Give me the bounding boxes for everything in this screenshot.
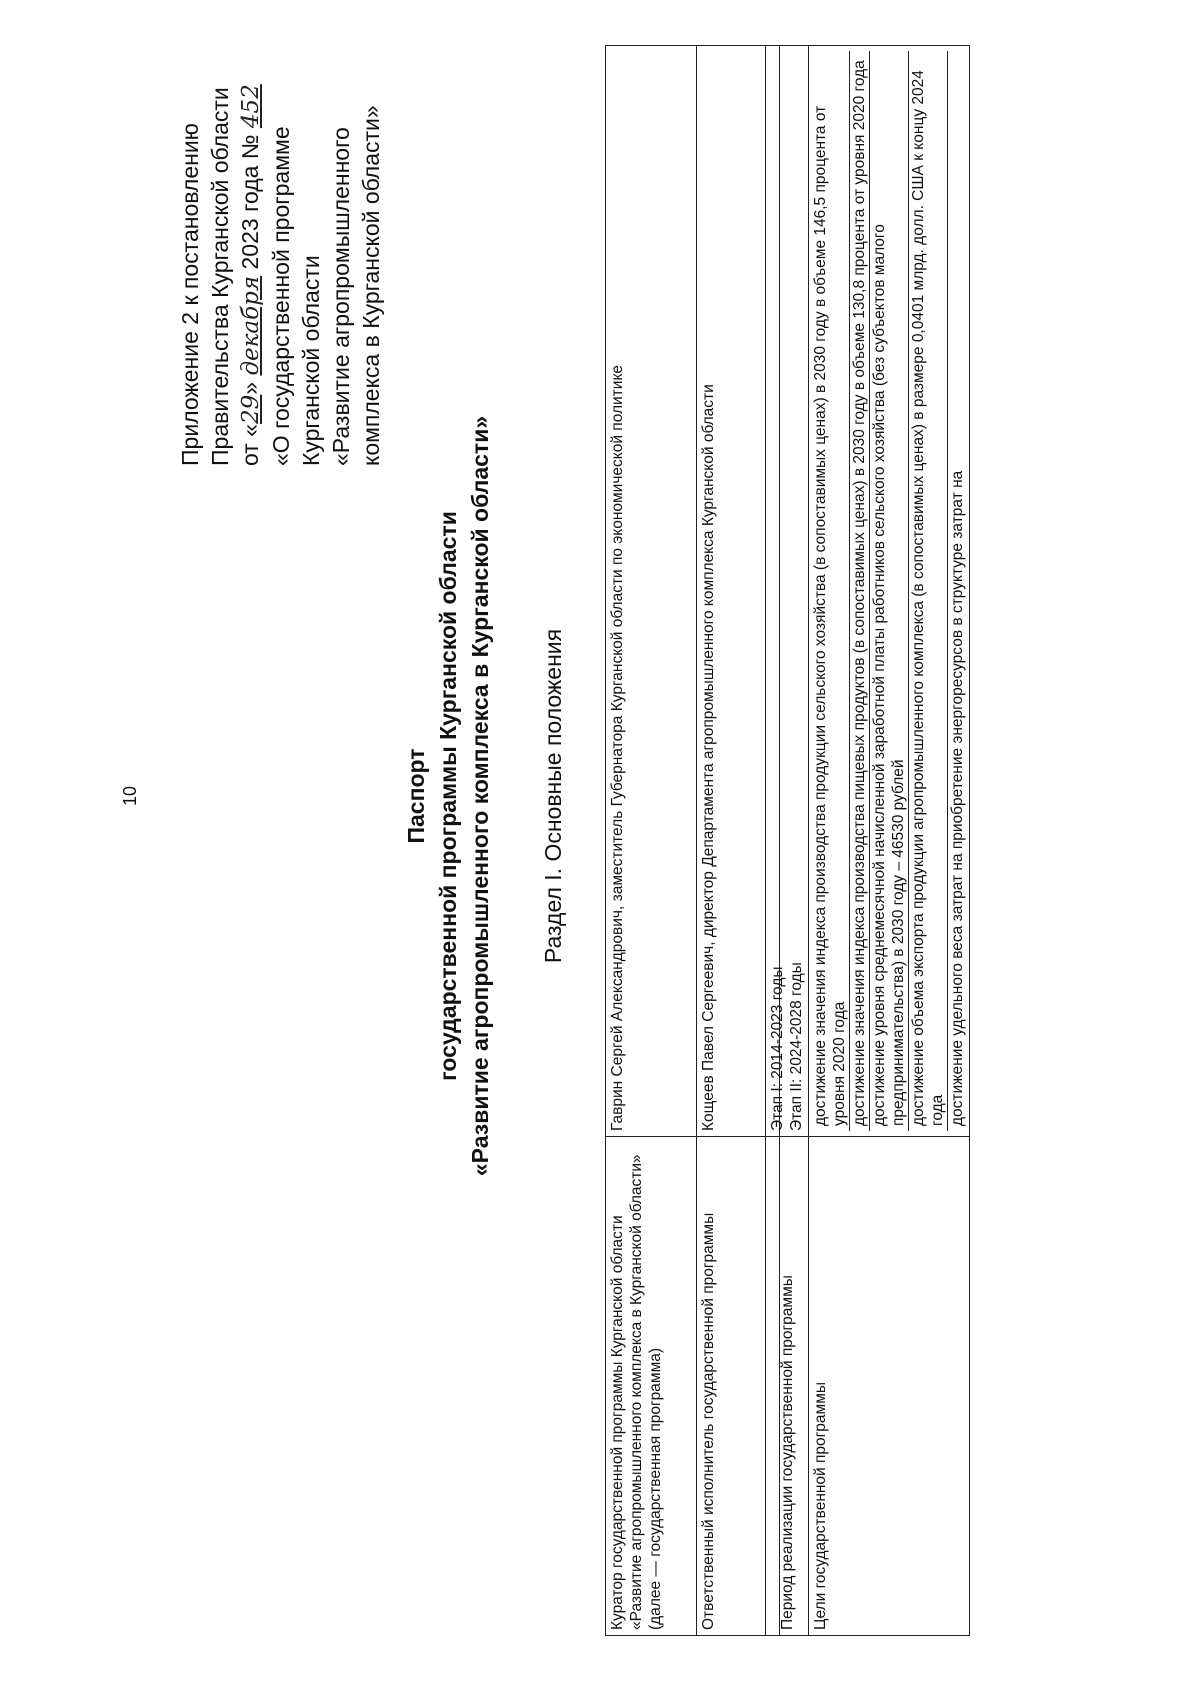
period-label: Период реализации государственной программы — [766, 1137, 809, 1636]
title-line: «Развитие агропромышленного комплекса в Курганской области» — [467, 415, 493, 1177]
executor-value: Кощеев Павел Сергеевич, директор Департамента агропромышленного комплекса Курганской области — [697, 46, 780, 1137]
period-value — [766, 46, 809, 1137]
goal-item: достижение уровня среднемесячной начисленной заработной платы работников сельского хозяйства (без субъектов малого предпринимательства) в 2030 году – 46530 рублей — [870, 51, 909, 1131]
appendix-line: «О государственной программе — [268, 126, 294, 466]
title-line: Паспорт — [403, 748, 429, 844]
goals-label: Цели государственной программы — [809, 1137, 970, 1636]
handwritten-day: 29 — [238, 394, 264, 424]
appendix-date-line: от «29» декабря 2023 года № 452 — [237, 84, 264, 466]
goal-item: достижение значения индекса производства продукции сельского хозяйства (в сопоставимых ценах) в 2030 году в объеме 146,5 процента от уровня 2020 года — [811, 51, 850, 1131]
date-mid: 2023 года № — [237, 128, 263, 276]
goal-item: достижение удельного веса затрат на приобретение энергоресурсов в структуре затрат на — [949, 470, 966, 1126]
stage-1: Этап I: 2014-2023 годы — [769, 966, 786, 1131]
passport-table-goals — [765, 45, 970, 1636]
appendix-line: Курганской области — [298, 255, 324, 466]
appendix-line: Правительства Курганской области — [207, 87, 233, 466]
stage-2: Этап II: 2024-2028 годы — [788, 962, 805, 1131]
handwritten-month: декабря — [238, 275, 264, 376]
appendix-header — [175, 26, 386, 466]
appendix-line: Приложение 2 к постановлению — [177, 123, 203, 466]
document-title — [400, 316, 496, 1276]
page-number: 10 — [120, 785, 140, 807]
curator-label: Куратор государственной программы Курганской области «Развитие агропромышленного комплекса в Курганской области» (далее — государственная программа) — [606, 1137, 697, 1636]
handwritten-number: 452 — [238, 84, 264, 129]
table-row — [606, 46, 697, 1636]
title-line: государственной программы Курганской области — [435, 511, 461, 1081]
appendix-line: «Развитие агропромышленного — [328, 127, 354, 466]
goals-value — [809, 46, 970, 1137]
goal-item: достижение объема экспорта продукции агропромышленного комплекса (в сопоставимых ценах) в размере 0,0401 млрд. долл. США к концу 2024 года — [909, 51, 948, 1131]
section-title: Раздел I. Основные положения — [540, 628, 566, 964]
table-row — [766, 46, 809, 1636]
passport-table-main — [605, 45, 780, 1636]
executor-label: Ответственный исполнитель государственной программы — [697, 1137, 780, 1636]
appendix-line: комплекса в Курганской области» — [358, 105, 384, 466]
curator-value: Гаврин Сергей Александрович, заместитель Губернатора Курганской области по экономической политике — [606, 46, 697, 1137]
date-prefix: от « — [237, 423, 263, 466]
goal-item: достижение значения индекса производства пищевых продуктов (в сопоставимых ценах) в 2030 году в объеме 130,8 процента от уровня 2020 года — [850, 51, 870, 1131]
table-row — [809, 46, 970, 1636]
